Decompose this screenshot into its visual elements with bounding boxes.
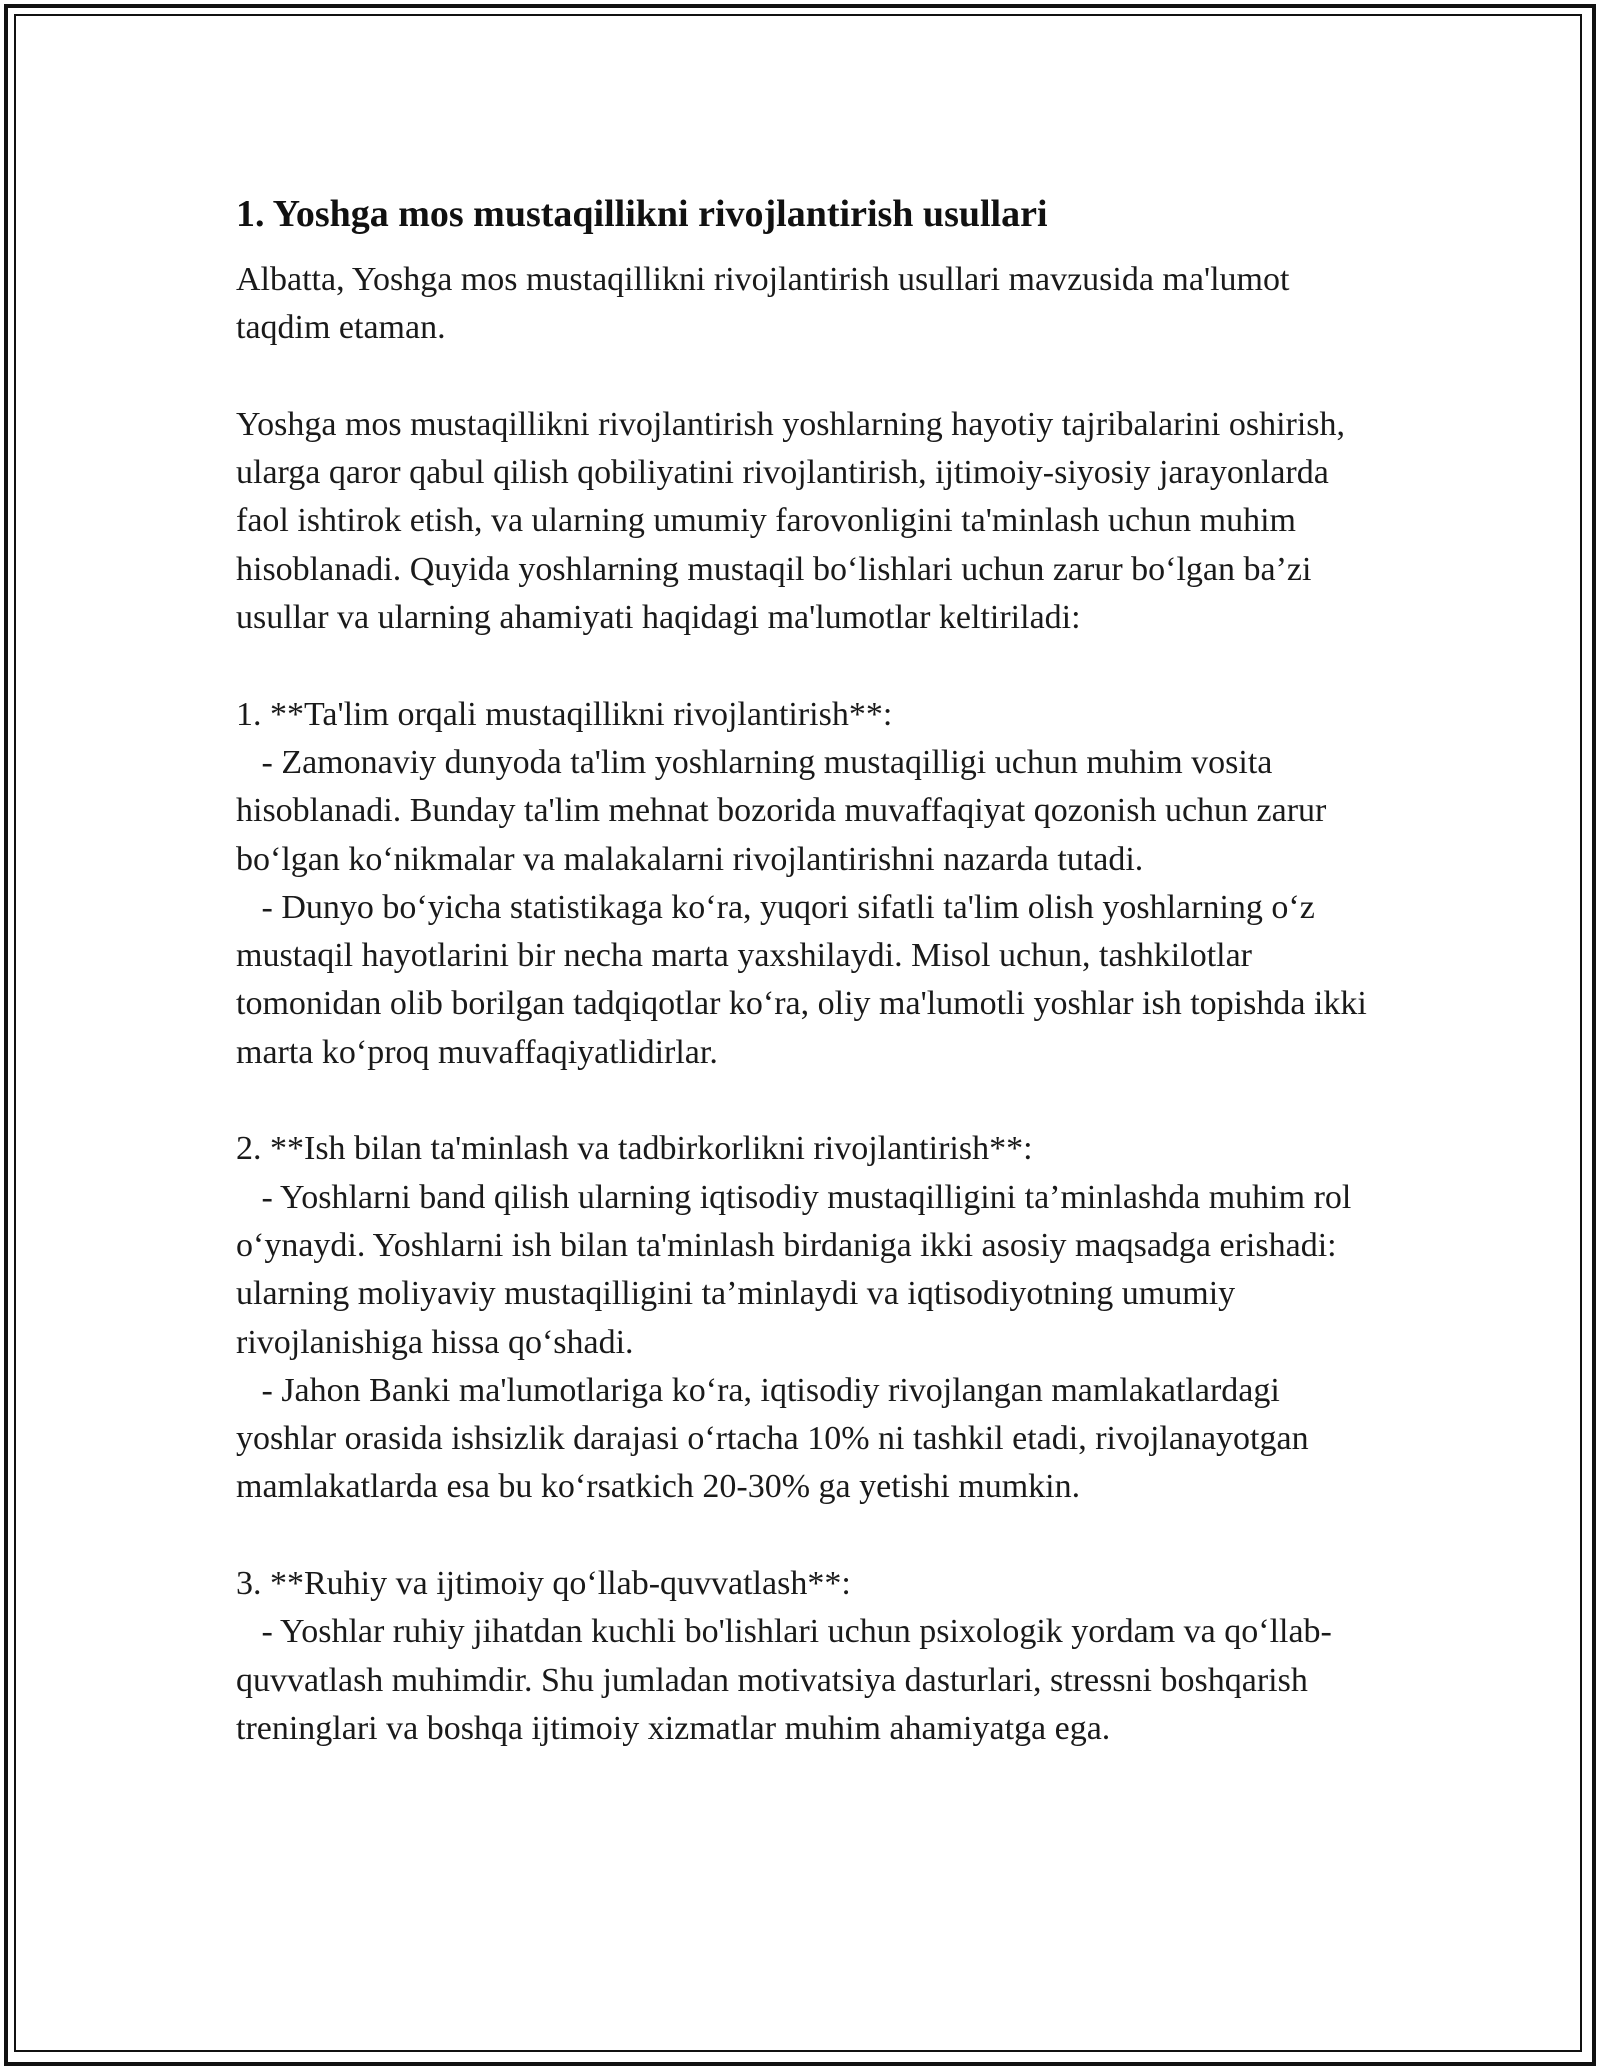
section-heading-education: 1. **Ta'lim orqali mustaqillikni rivojlantirish**: <box>236 695 893 733</box>
section-heading-employment: 2. **Ish bilan ta'minlash va tadbirkorlikni rivojlantirish**: <box>236 1130 1033 1168</box>
section-employment-bullet-2: - Jahon Banki ma'lumotlariga ko‘ra, iqtisodiy rivojlangan mamlakatlardagi yoshlar orasida ishsizlik darajasi o‘rtacha 10% ni tashkil etadi, rivojlanayotgan mamlakatlarda esa bu ko‘rsatkich 20-30% ga yetishi mumkin. <box>236 1371 1318 1506</box>
section-education-bullet-2: - Dunyo bo‘yicha statistikaga ko‘ra, yuqori sifatli ta'lim olish yoshlarning o‘z mustaqil hayotlarini bir necha marta yaxshilaydi. Misol uchun, tashkilotlar tomonidan olib borilgan tadqiqotlar ko‘ra, oliy ma'lumotli yoshlar ish topishda ikki marta ko‘proq muvaffaqiyatlidirlar. <box>236 888 1376 1071</box>
section-education-bullet-1: - Zamonaviy dunyoda ta'lim yoshlarning mustaqilligi uchun muhim vosita hisoblanadi. Bunday ta'lim mehnat bozorida muvaffaqiyat qozonish uchun zarur bo‘lgan ko‘nikmalar va malakalarni rivojlantirishni nazarda tutadi. <box>236 743 1335 878</box>
section-heading-support: 3. **Ruhiy va ijtimoiy qo‘llab-quvvatlash**: <box>236 1565 851 1603</box>
section-employment-bullet-1: - Yoshlarni band qilish ularning iqtisodiy mustaqilligini ta’minlashda muhim rol o‘ynaydi. Yoshlarni ish bilan ta'minlash birdaniga ikki asosiy maqsadga erishadi: ularning moliyaviy mustaqilligini ta’minlaydi va iqtisodiyotning umumiy rivojlanishiga hissa qo‘shadi. <box>236 1178 1360 1361</box>
overview-paragraph: Yoshga mos mustaqillikni rivojlantirish yoshlarning hayotiy tajribalarini oshirish, ularga qaror qabul qilish qobiliyatini rivojlantirish, ijtimoiy-siyosiy jarayonlarda faol ishtirok etish, va ularning umumiy farovonligini ta'minlash uchun muhim hisoblanadi. Quyida yoshlarning mustaqil bo‘lishlari uchun zarur bo‘lgan ba’zi usullar va ularning ahamiyati haqidagi ma'lumotlar keltiriladi: <box>236 405 1354 637</box>
document-body <box>236 188 1376 1753</box>
spacer <box>236 1077 1376 1125</box>
spacer <box>236 353 1376 401</box>
document-title: 1. Yoshga mos mustaqillikni rivojlantirish usullari <box>236 193 1048 235</box>
section-support-bullet-1: - Yoshlar ruhiy jihatdan kuchli bo'lishlari uchun psixologik yordam va qo‘llab-quvvatlash muhimdir. Shu jumladan motivatsiya dasturlari, stressni boshqarish treninglari va boshqa ijtimoiy xizmatlar muhim ahamiyatga ega. <box>236 1613 1332 1747</box>
intro-paragraph: Albatta, Yoshga mos mustaqillikni rivojlantirish usullari mavzusida ma'lumot taqdim etaman. <box>236 261 1298 347</box>
spacer <box>236 1512 1376 1560</box>
spacer <box>236 642 1376 690</box>
